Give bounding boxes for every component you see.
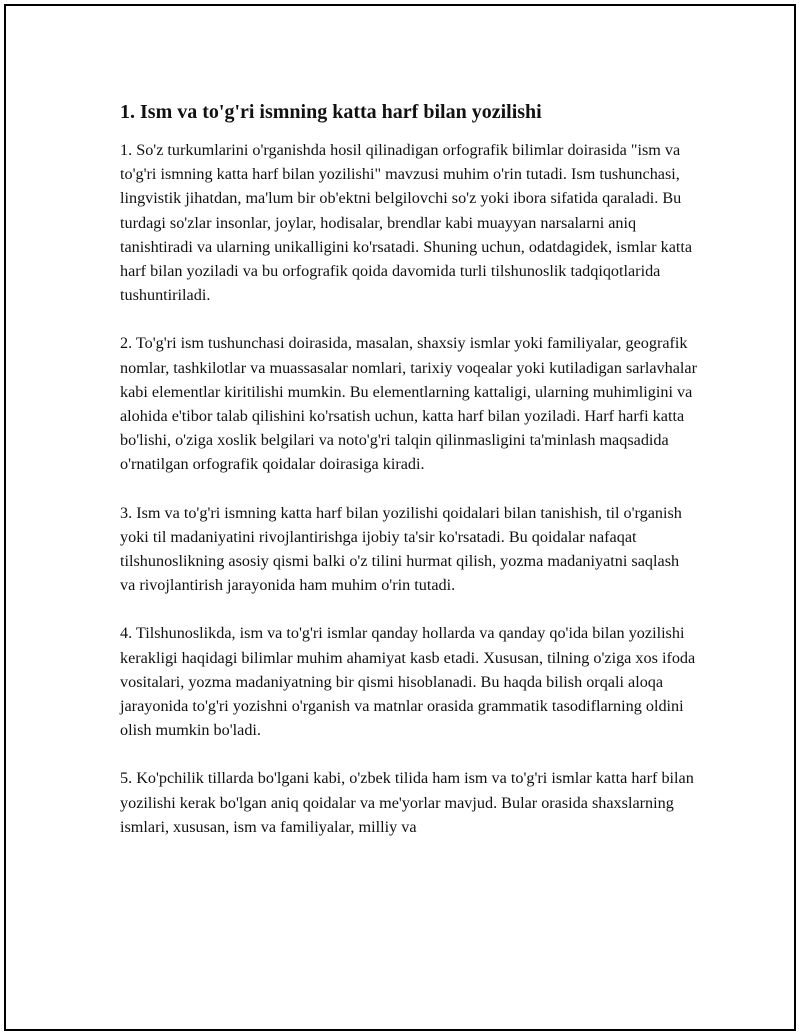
paragraph-3: 3. Ism va to'g'ri ismning katta harf bilan yozilishi qoidalari bilan tanishish, til o'rganish yoki til madaniyatini rivojlantirishga ijobiy ta'sir ko'rsatadi. Bu qoidalar nafaqat tilshunoslikning asosiy qismi balki o'z tilini hurmat qilish, yozma madaniyatni saqlash va rivojlantirish jarayonida ham muhim o'rin tutadi. bbox=[120, 503, 682, 595]
paragraph-2: 2. To'g'ri ism tushunchasi doirasida, masalan, shaxsiy ismlar yoki familiyalar, geografik nomlar, tashkilotlar va muassasalar nomlari, tarixiy voqealar yoki kutiladigan sarlavhalar kabi elementlar kiritilishi mumkin. Bu elementlarning kattaligi, ularning muhimligini va alohida e'tibor talab qilishini ko'rsatish uchun, katta harf bilan yoziladi. Harf harfi katta bo'lishi, o'ziga xoslik belgilari va noto'g'ri talqin qilinmasligini ta'minlash maqsadida o'rnatilgan orfografik qoidalar doirasiga kiradi. bbox=[120, 334, 697, 474]
paragraph-5: 5. Ko'pchilik tillarda bo'lgani kabi, o'zbek tilida ham ism va to'g'ri ismlar katta harf bilan yozilishi kerak bo'lgan aniq qoidalar va me'yorlar mavjud. Bular orasida shaxslarning ismlari, xususan, ism va familiyalar, milliy va bbox=[120, 769, 694, 836]
document-body bbox=[120, 98, 698, 863]
paragraph-1: 1. So'z turkumlarini o'rganishda hosil qilinadigan orfografik bilimlar doirasida "ism va to'g'ri ismning katta harf bilan yozilishi" mavzusi muhim o'rin tutadi. Ism tushunchasi, lingvistik jihatdan, ma'lum bir ob'ektni belgilovchi so'z yoki ibora sifatida qaraladi. Bu turdagi so'zlar insonlar, joylar, hodisalar, brendlar kabi muayyan narsalarni aniq tanishtiradi va ularning unikalligini ko'rsatadi. Shuning uchun, odatdagidek, ismlar katta harf bilan yoziladi va bu orfografik qoida davomida turli tilshunoslik tadqiqotlarida tushuntiriladi. bbox=[120, 141, 693, 305]
document-page bbox=[4, 4, 796, 1031]
section-title: 1. Ism va to'g'ri ismning katta harf bilan yozilishi bbox=[120, 101, 542, 123]
paragraph-4: 4. Tilshunoslikda, ism va to'g'ri ismlar qanday hollarda va qanday qo'ida bilan yozilishi kerakligi haqidagi bilimlar muhim ahamiyat kasb etadi. Xususan, tilning o'ziga xos ifoda vositalari, yozma madaniyatning bir qismi hisoblanadi. Bu haqda bilish orqali aloqa jarayonida to'g'ri yozishni o'rganish va matnlar orasida grammatik tasodiflarning oldini olish mumkin bo'ladi. bbox=[120, 624, 696, 740]
